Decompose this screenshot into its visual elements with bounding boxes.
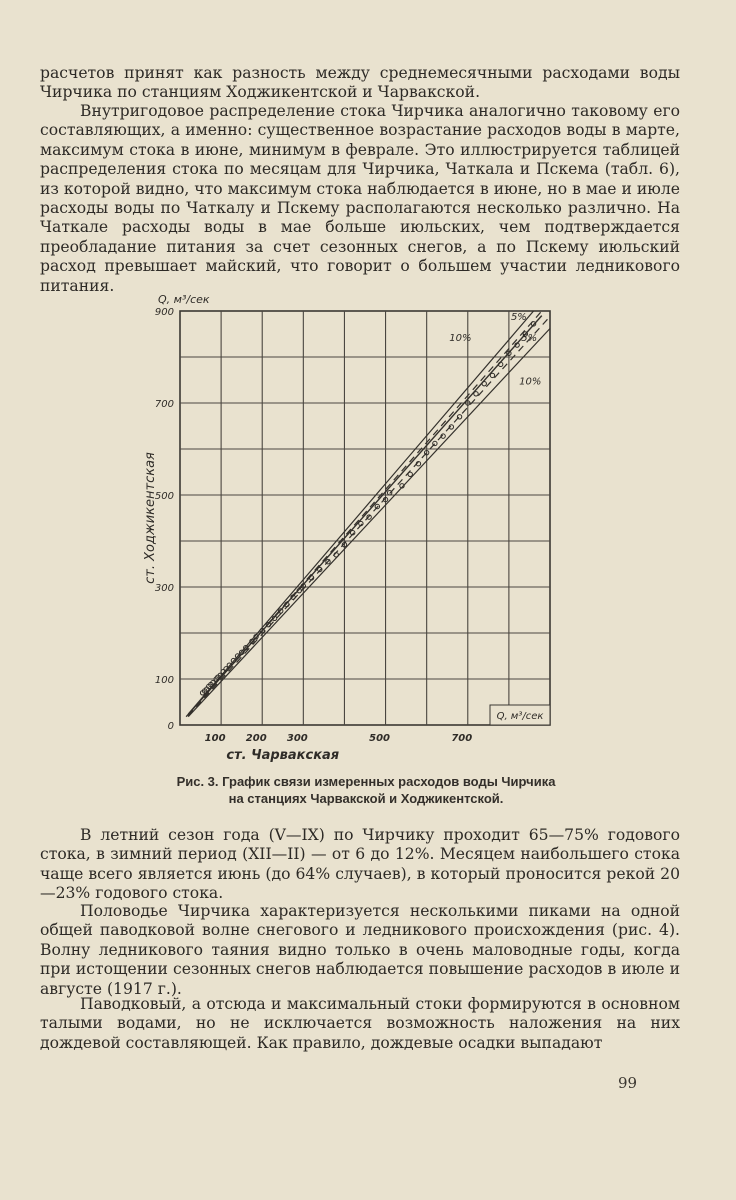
paragraph-3: В летний сезон года (V—IX) по Чирчику проходит 65—75% годового стока, в зимний период (XII—II) — от 6 до 12%. Месяцем наибольшего стока чаще всего является июнь (до 64% случаев), в который проносится рекой 20—23% годового стока. [40, 826, 680, 903]
y-tick-label: 100 [154, 675, 174, 686]
data-point [433, 441, 437, 445]
paragraph-2: Внутригодовое распределение стока Чирчика аналогично таковому его составляющих, а именно: существенное возрастание расходов воды в марте, максимум стока в июне, минимум в феврале. Это иллюстрируется таблицей распределения стока по месяцам для Чирчика, Чаткала и Пскема (табл. 6), из которой видно, что максимум стока наблюдается в июне, но в мае и июле расходы воды по Чаткалу и Пскему располагаются несколько различно. На Чаткале расходы воды в мае больше июльских, чем подтверждается преобладание питания за счет сезонных снегов, а по Пскему июльский расход превышает майский, что говорит о большем участии ледникового питания. [40, 102, 680, 295]
chart-points [200, 322, 538, 695]
x-tick-label: 200 [245, 733, 267, 744]
envelope-label: 5% [521, 332, 538, 344]
data-point [490, 373, 494, 377]
paragraph-1: расчетов принят как разность между среднемесячными расходами воды Чирчика по станциям Ходжикентской и Чарвакской. [40, 64, 680, 102]
envelope-label: 5% [510, 312, 527, 324]
caption-line-1: Рис. 3. График связи измеренных расходов воды Чирчика [176, 774, 556, 789]
y-tick-label: 900 [154, 307, 174, 318]
y-tick-label: 700 [154, 399, 174, 410]
x-unit-label: Q, м³/сек [496, 711, 544, 722]
envelope-line-4 [188, 328, 550, 716]
figure-caption [140, 773, 592, 807]
page-number: 99 [618, 1074, 638, 1092]
x-tick-label: 300 [286, 733, 308, 744]
paragraph-4: Половодье Чирчика характеризуется несколькими пиками на одной общей паводковой волне снегового и ледникового происхождения (рис. 4). Волну ледникового таяния видно только в очень маловодные годы, когда при истощении сезонных снегов наблюдается повышение расходов в июле и августе (1917 г.). [40, 902, 680, 998]
x-tick-label: 100 [204, 733, 226, 744]
y-unit-label: Q, м³/сек [158, 293, 210, 306]
data-point [457, 415, 461, 419]
x-axis-label: ст. Чарвакская [226, 748, 340, 763]
figure-chart [140, 286, 600, 772]
plot-frame [180, 311, 550, 725]
y-tick-label: 300 [154, 583, 174, 594]
y-tick-label: 0 [167, 721, 174, 732]
caption-line-2: на станциях Чарвакской и Ходжикентской. [228, 791, 504, 806]
envelope-label: 10% [449, 332, 472, 344]
data-point [408, 472, 412, 476]
chart-grid [180, 311, 550, 725]
paragraph-5: Паводковый, а отсюда и максимальный стоки формируются в основном талыми водами, но не исключается возможность наложения на них дождевой составляющей. Как правило, дождевые осадки выпадают [40, 995, 680, 1052]
envelope-label: 10% [519, 376, 542, 388]
envelope-line-3 [188, 317, 550, 716]
data-point [474, 392, 478, 396]
y-tick-label: 500 [154, 491, 174, 502]
data-point [482, 381, 486, 385]
x-tick-label: 500 [369, 733, 390, 744]
x-tick-label: 700 [451, 733, 473, 744]
y-axis-label: ст. Ходжикентская [143, 452, 158, 584]
chart-envelope-lines [186, 311, 550, 717]
